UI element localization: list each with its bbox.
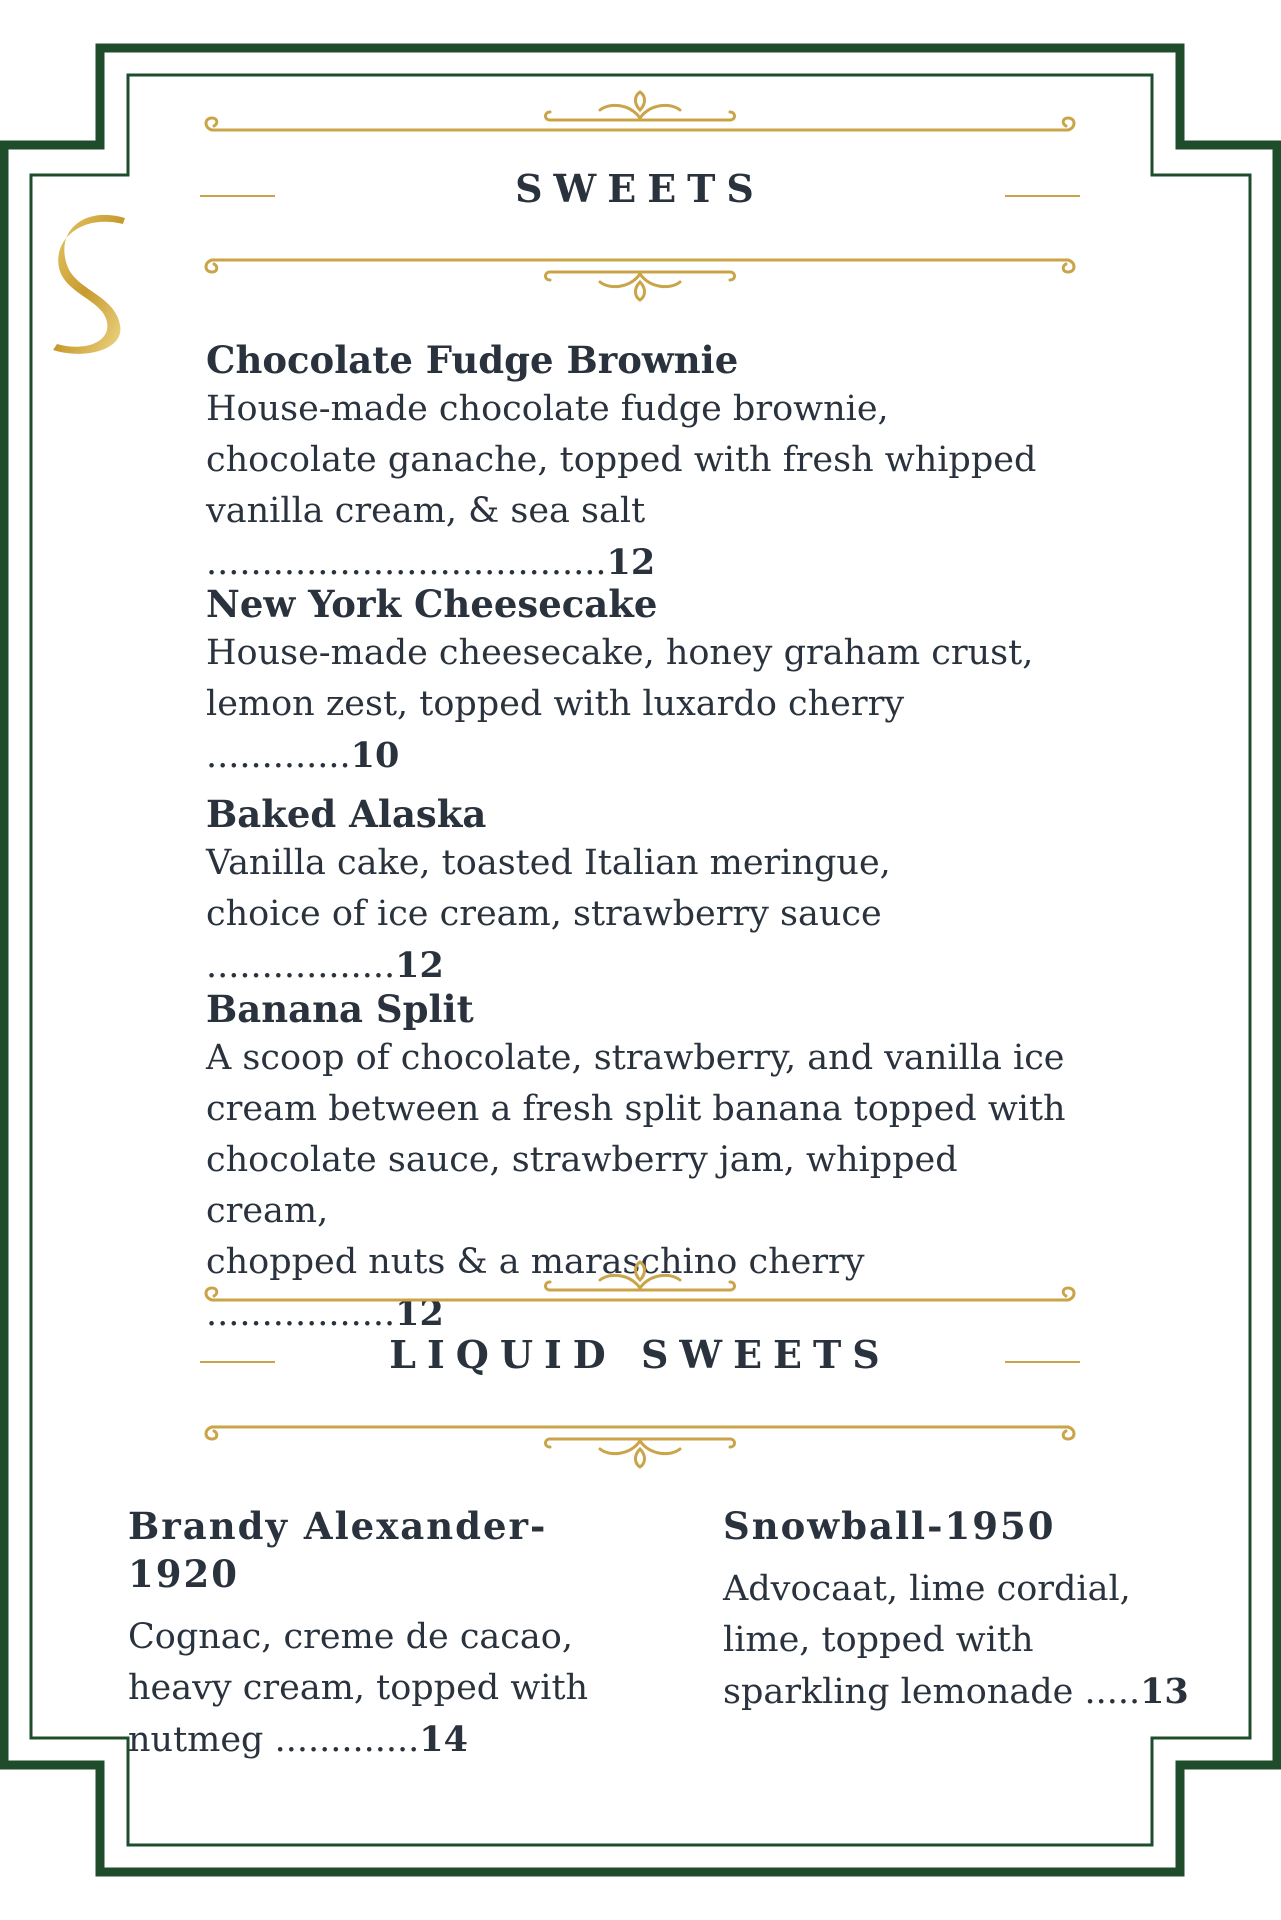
- item-price: 10: [350, 735, 400, 776]
- desc-line: lemon zest, topped with luxardo cherry .............: [206, 684, 905, 776]
- desc-line: Cognac, creme de cacao,: [128, 1617, 573, 1657]
- item-description: [206, 838, 1086, 992]
- menu-item-brandy-alexander: [128, 1502, 628, 1766]
- item-name: New York Cheesecake: [206, 582, 658, 626]
- section-title-sweets: SWEETS: [515, 166, 765, 211]
- liquid-bottom-flourish-ornament: [200, 1405, 1080, 1495]
- desc-line: chopped nuts & a maraschino cherry .................: [206, 1242, 865, 1334]
- menu-item-chocolate-fudge-brownie: [206, 336, 1086, 589]
- desc-line: nutmeg .............: [128, 1720, 420, 1760]
- item-description: [723, 1564, 1223, 1718]
- desc-line: House-made chocolate fudge brownie,: [206, 389, 889, 429]
- desc-line: chocolate sauce, strawberry jam, whipped cream,: [206, 1140, 958, 1231]
- desc-line: chocolate ganache, topped with fresh whipped: [206, 440, 1037, 480]
- liquid-top-flourish-ornament: [200, 1250, 1080, 1340]
- item-description: [206, 384, 1086, 589]
- gold-s-monogram-icon: [45, 210, 135, 360]
- top-flourish-ornament: [200, 80, 1080, 170]
- desc-line: Vanilla cake, toasted Italian meringue,: [206, 843, 891, 883]
- item-price: 13: [1140, 1671, 1189, 1712]
- item-name: Brandy Alexander-1920: [128, 1504, 548, 1596]
- heading-rule-right: [1005, 1361, 1080, 1363]
- sweets-bottom-flourish-ornament: [200, 238, 1080, 328]
- menu-item-new-york-cheesecake: [206, 580, 1086, 782]
- item-name: Banana Split: [206, 987, 474, 1031]
- menu-item-baked-alaska: [206, 790, 1086, 992]
- desc-line: House-made cheesecake, honey graham crust,: [206, 633, 1034, 673]
- desc-line: sparkling lemonade .....: [723, 1672, 1141, 1712]
- item-price: 12: [395, 945, 444, 986]
- desc-line: choice of ice cream, strawberry sauce .................: [206, 894, 882, 986]
- item-name: Chocolate Fudge Brownie: [206, 338, 739, 382]
- menu-item-snowball: [723, 1502, 1223, 1718]
- desc-line: Advocaat, lime cordial,: [723, 1569, 1131, 1609]
- desc-line: vanilla cream, & sea salt ....................................: [206, 491, 646, 583]
- item-price: 12: [606, 542, 656, 583]
- item-name: Baked Alaska: [206, 792, 487, 836]
- desc-line: heavy cream, topped with: [128, 1668, 589, 1708]
- item-description: [128, 1612, 628, 1766]
- item-name: Snowball-1950: [723, 1504, 1056, 1548]
- desc-line: cream between a fresh split banana topped with: [206, 1089, 1066, 1129]
- section-title-liquid-sweets: LIQUID SWEETS: [389, 1332, 891, 1377]
- desc-line: A scoop of chocolate, strawberry, and vanilla ice: [206, 1038, 1065, 1078]
- item-description: [206, 628, 1086, 782]
- heading-rule-right: [1005, 195, 1080, 197]
- item-price: 14: [419, 1719, 468, 1760]
- desc-line: lime, topped with: [723, 1620, 1034, 1660]
- item-price: 12: [395, 1293, 444, 1334]
